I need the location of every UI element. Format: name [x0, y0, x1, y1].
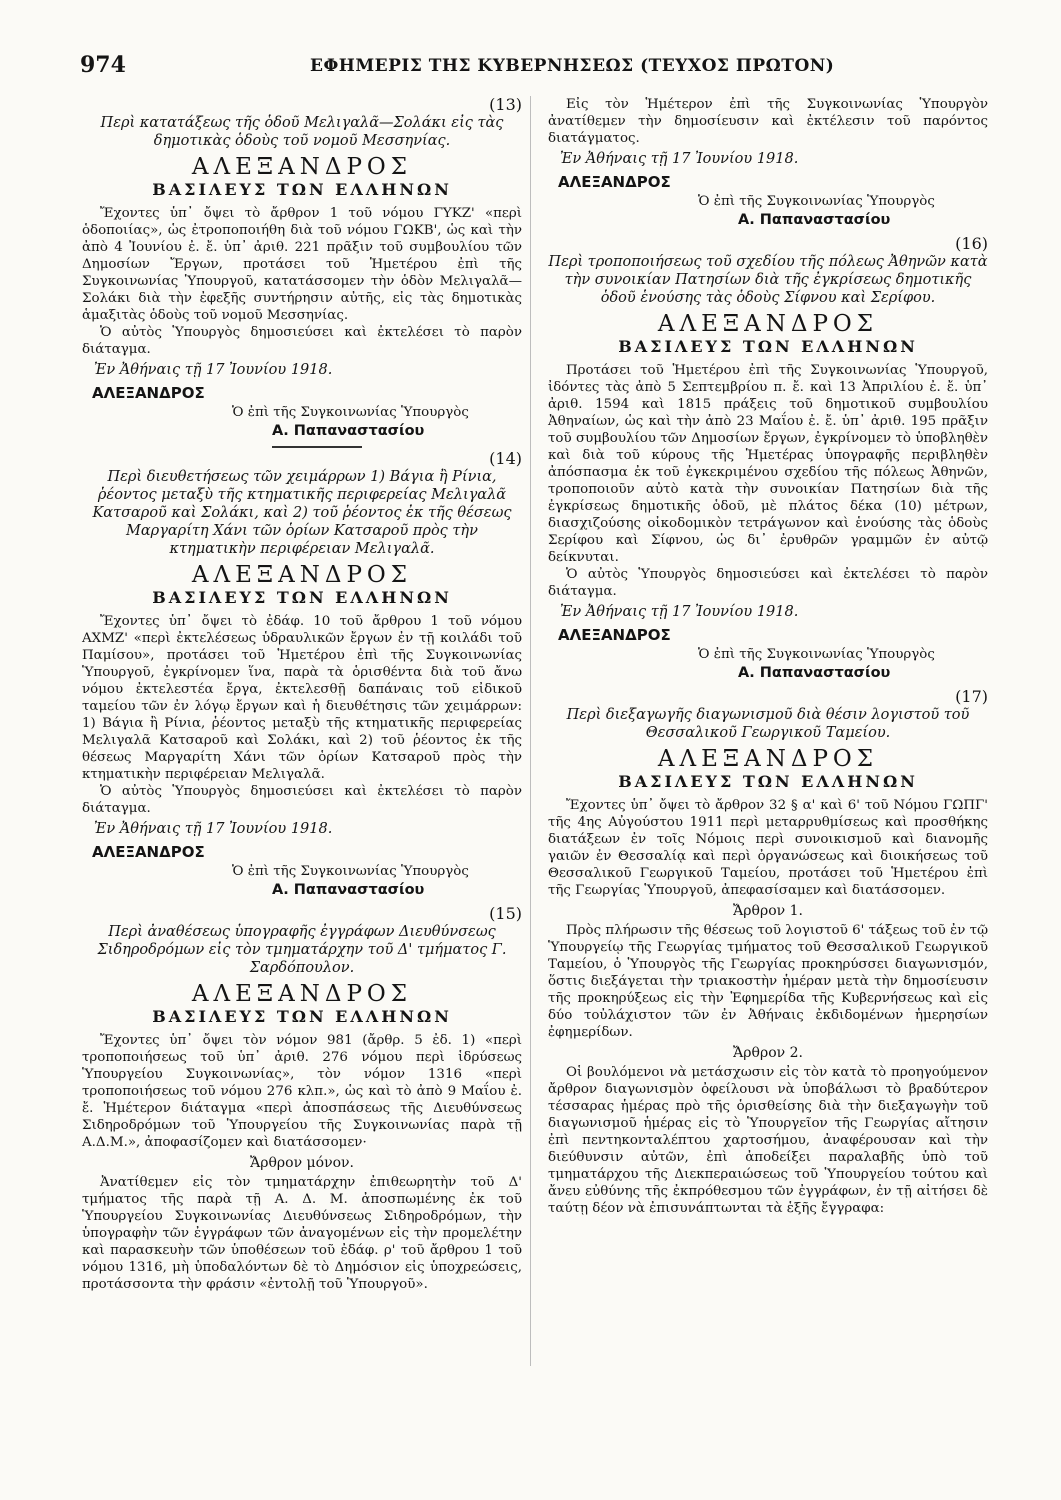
king-title: ΒΑΣΙΛΕΥΣ ΤΩΝ ΕΛΛΗΝΩΝ [618, 337, 918, 356]
king-title: ΒΑΣΙΛΕΥΣ ΤΩΝ ΕΛΛΗΝΩΝ [152, 180, 452, 199]
king-title: ΒΑΣΙΛΕΥΣ ΤΩΝ ΕΛΛΗΝΩΝ [618, 772, 918, 791]
article-paragraph: Πρὸς πλήρωσιν τῆς θέσεως τοῦ λογιστοῦ 6' τάξεως τοῦ ἐν τῷ Ὑπουργείῳ τῆς Γεωργίας τμήματος τοῦ Θεσσαλικοῦ Γεωργικοῦ Ταμείου, ὁ Ὑπουργὸς τῆς Γεωργίας προκηρύσσει διαγωνισμόν, ὅστις διεξάγεται τὴν τριακοστὴν ἡμέραν μετὰ τὴν δημοσίευσιν τῆς προκηρύξεως εἰς τὴν Ἐφημερίδα τῆς Κυβερνήσεως καὶ εἰς δύο τοὐλάχιστον τῶν ἐν Ἀθήναις ἐκδιδομένων ἡμερησίων ἐφημερίδων. [548, 923, 988, 1040]
article-paragraph: Ἀνατίθεμεν εἰς τὸν τμηματάρχην ἐπιθεωρητὴν τοῦ Δ' τμήματος τῆς παρὰ τῇ Α. Δ. Μ. ἀποσπωμένης ἐκ τοῦ Ὑπουργείου Συγκοινωνίας Διευθύνσεως Σιδηροδρόμων, τὴν ὑπογραφὴν τῶν ἐγγράφων τῶν ἀναγομένων εἰς τὴν προμελέτην καὶ παρασκευὴν τῶν ὑποθέσεων τοῦ ἐδάφ. ρ' τοῦ ἄρθρου 1 τοῦ νόμου 1316, μὴ ὑποδαλόντων δὲ τὸ Δημόσιον εἰς ὑποχρεώσεις, προτάσσοντα τὴν φράσιν «ἐντολῇ τοῦ Ὑπουργοῦ». [82, 1175, 522, 1292]
page-header [80, 52, 1010, 82]
decree-paragraph: Ἔχοντες ὑπ᾽ ὄψει τὸ ἐδάφ. 10 τοῦ ἄρθρου 1 τοῦ νόμου ΑΧΜΖ' «περὶ ἐκτελέσεως ὑδραυλικῶν ἔργων ἐν τῇ κοιλάδι τοῦ Παμίσου», προτάσει τοῦ Ἡμετέρου ἐπὶ τῆς Συγκοινωνίας Ὑπουργοῦ, ἐγκρίνομεν ἵνα, παρὰ τὰ ὁρισθέντα διὰ τοῦ ἄνω νόμου ἐκτελεστέα ἔργα, ἐκτελεσθῇ δαπάναις τοῦ εἰδικοῦ ταμείου τῶν ἐν λόγῳ ἔργων καὶ ἡ διευθέτησις τῶν χειμάρρων: 1) Βάγια ἢ Ρίνια, ῥέοντος μεταξὺ τῆς κτηματικῆς περιφερείας Μελιγαλᾶ Κατσαροῦ καὶ Σολάκι, καὶ 2) τοῦ ῥέοντος ἐκ τῆς θέσεως Μαργαρίτη Χάνι τῶν ὁρίων Κατσαροῦ πρὸς τὴν κτηματικὴν περιφέρειαν Μελιγαλᾶ. [82, 614, 522, 782]
decree-15-continued [548, 96, 988, 229]
article-paragraph: Εἰς τὸν Ἡμέτερον ἐπὶ τῆς Συγκοινωνίας Ὑπουργὸν ἀνατίθεμεν τὴν δημοσίευσιν καὶ ἐκτέλεσιν τοῦ παρόντος διατάγματος. [548, 97, 988, 146]
decree-number: (13) [489, 95, 522, 114]
decree-date: Ἐν Ἀθήναις τῇ 17 Ἰουνίου 1918. [94, 821, 333, 837]
page-number: 974 [80, 52, 126, 78]
king-name: ΑΛΕΞΑΝΔΡΟΣ [191, 562, 413, 588]
decree-paragraph: Προτάσει τοῦ Ἡμετέρου ἐπὶ τῆς Συγκοινωνίας Ὑπουργοῦ, ἰδόντες τὰς ἀπὸ 5 Σεπτεμβρίου π. ἔ. καὶ 13 Ἀπριλίου ἐ. ἔ. ὑπ᾽ ἀριθ. 1594 καὶ 1815 πράξεις τοῦ δημοτικοῦ συμβουλίου Ἀθηναίων, ὡς καὶ τὴν ἀπὸ 23 Μαΐου ἐ. ἔ. ὑπ᾽ ἀριθ. 195 πρᾶξιν τοῦ συμβουλίου τῶν Δημοσίων ἔργων, ἐγκρίνομεν τὸ ὑποβληθὲν καὶ διὰ τοῦ κύρους τῆς Ἡμετέρας ὑπογραφῆς περιβληθὲν ἀπόσπασμα ἐκ τοῦ ἐγκεκριμένου σχεδίου τῆς πόλεως Ἀθηνῶν, τροποποιοῦν αὐτὸ κατὰ τὴν συνοικίαν Πατησίων διὰ τῆς ἐγκρίσεως δημοτικῆς ὁδοῦ, μὲ πλάτος δέκα (10) μέτρων, διασχιζούσης οἰκοδομικὸν τετράγωνον καὶ ἑνούσης τὰς ὁδοὺς Σερίφου καὶ Σίφνου, ὡς δι᾽ ἐρυθρῶν γραμμῶν ἐν αὐτῷ δείκνυται. [548, 363, 988, 565]
decree-subject: Περὶ διεξαγωγῆς διαγωνισμοῦ διὰ θέσιν λογιστοῦ τοῦ Θεσσαλικοῦ Γεωργικοῦ Ταμείου. [566, 707, 970, 741]
king-name: ΑΛΕΞΑΝΔΡΟΣ [657, 311, 879, 337]
decree-paragraph: Ἔχοντες ὑπ᾽ ὄψει τὸ ἄρθρον 1 τοῦ νόμου ΓΥΚΖ' «περὶ ὁδοποιίας», ὡς ἐτροποποιήθη διὰ τοῦ νόμου ΓΩΚΒ', ὡς καὶ τὴν ἀπὸ 4 Ἰουνίου ἐ. ἔ. ὑπ᾽ ἀριθ. 221 πρᾶξιν τοῦ συμβουλίου τῶν Δημοσίων Ἔργων, προτάσει τοῦ Ἡμετέρου ἐπὶ τῆς Συγκοινωνίας Ὑπουργοῦ, κατατάσσομεν τὴν ὁδὸν Μελιγαλᾶ—Σολάκι διὰ τὴν ἐφεξῆς συντήρησιν αὐτῆς, εἰς τὰς δημοτικὰς ἁμαξιτὰς ὁδοὺς τοῦ νομοῦ Μεσσηνίας. [82, 206, 522, 323]
minister-name: Α. Παπαναστασίου [738, 212, 891, 228]
decree-number: (15) [489, 904, 522, 923]
article-heading: Ἄρθρον 1. [733, 903, 803, 919]
decree-paragraph: Ὁ αὐτὸς Ὑπουργὸς δημοσιεύσει καὶ ἐκτελέσει τὸ παρὸν διάταγμα. [548, 567, 988, 599]
decree-subject: Περὶ ἀναθέσεως ὑπογραφῆς ἐγγράφων Διευθύνσεως Σιδηροδρόμων εἰς τὸν τμηματάρχην τοῦ Δ' τμήματος Γ. Σαρδόπουλον. [97, 924, 507, 976]
decree-paragraph: Ἔχοντες ὑπ᾽ ὄψει τὸ ἄρθρον 32 § α' καὶ 6' τοῦ Νόμου ΓΩΠΓ' τῆς 4ης Αὐγούστου 1911 περὶ μεταρρυθμίσεως καὶ προσθήκης διατάξεων ἐν τοῖς Νόμοις περὶ συνοικισμοῦ καὶ διανομῆς γαιῶν ἐν Θεσσαλίᾳ καὶ περὶ ὀργανώσεως καὶ διοικήσεως τοῦ Θεσσαλικοῦ Γεωργικοῦ Ταμείου, προτάσει τοῦ Ἡμετέρου ἐπὶ τῆς Γεωργίας Ὑπουργοῦ, ἀπεφασίσαμεν καὶ διατάσσομεν. [548, 798, 988, 898]
minister-role: Ὁ ἐπὶ τῆς Συγκοινωνίας Ὑπουργὸς [698, 194, 935, 209]
decree-16 [548, 235, 988, 682]
minister-role: Ὁ ἐπὶ τῆς Συγκοινωνίας Ὑπουργὸς [232, 405, 469, 420]
decree-17 [548, 688, 988, 1217]
decree-number: (16) [955, 234, 988, 253]
decree-number: (17) [955, 687, 988, 706]
left-column [82, 96, 522, 1293]
decree-paragraph: Ὁ αὐτὸς Ὑπουργὸς δημοσιεύσει καὶ ἐκτελέσει τὸ παρὸν διάταγμα. [82, 325, 522, 357]
decree-number: (14) [489, 449, 522, 468]
decree-13 [82, 96, 522, 448]
decree-date: Ἐν Ἀθήναις τῇ 17 Ἰουνίου 1918. [560, 604, 799, 620]
signature-king: ΑΛΕΞΑΝΔΡΟΣ [92, 384, 205, 402]
decree-15 [82, 905, 522, 1293]
king-title: ΒΑΣΙΛΕΥΣ ΤΩΝ ΕΛΛΗΝΩΝ [152, 588, 452, 607]
king-name: ΑΛΕΞΑΝΔΡΟΣ [657, 746, 879, 772]
signature-king: ΑΛΕΞΑΝΔΡΟΣ [558, 173, 671, 191]
king-name: ΑΛΕΞΑΝΔΡΟΣ [191, 154, 413, 180]
column-divider [530, 96, 531, 1366]
decree-14 [82, 450, 522, 899]
decree-paragraph: Ὁ αὐτὸς Ὑπουργὸς δημοσιεύσει καὶ ἐκτελέσει τὸ παρὸν διάταγμα. [82, 784, 522, 816]
article-heading: Ἄρθρον μόνον. [250, 1155, 354, 1171]
decree-subject: Περὶ διευθετήσεως τῶν χειμάρρων 1) Βάγια ἢ Ρίνια, ῥέοντος μεταξὺ τῆς κτηματικῆς περιφερείας Μελιγαλᾶ Κατσαροῦ καὶ Σολάκι, καὶ 2) τοῦ ῥέοντος ἐκ τῆς θέσεως Μαργαρίτη Χάνι τῶν ὁρίων Κατσαροῦ πρὸς τὴν κτηματικὴν περιφέρειαν Μελιγαλᾶ. [92, 469, 512, 557]
right-column [548, 96, 988, 1217]
minister-name: Α. Παπαναστασίου [738, 665, 891, 681]
decree-paragraph: Ἔχοντες ὑπ᾽ ὄψει τὸν νόμον 981 (ἄρθρ. 5 ἐδ. 1) «περὶ τροποποιήσεως τοῦ ὑπ᾽ ἀριθ. 276 νόμου περὶ ἱδρύσεως Ὑπουργείου Συγκοινωνίας», τὸν νόμον 1316 «περὶ τροποποιήσεως τοῦ νόμου 276 κλπ.», ὡς καὶ τὸ ἀπὸ 9 Μαΐου ἐ. ἔ. Ἡμέτερον διάταγμα «περὶ ἀποσπάσεως τῆς Διευθύνσεως Σιδηροδρόμων τοῦ Ὑπουργείου τῆς Συγκοινωνίας παρὰ τῇ Α.Δ.Μ.», ἀποφασίζομεν καὶ διατάσσομεν· [82, 1033, 522, 1150]
minister-role: Ὁ ἐπὶ τῆς Συγκοινωνίας Ὑπουργὸς [698, 647, 935, 662]
separator-rule [272, 446, 362, 448]
decree-date: Ἐν Ἀθήναις τῇ 17 Ἰουνίου 1918. [560, 151, 799, 167]
decree-subject: Περὶ τροποποιήσεως τοῦ σχεδίου τῆς πόλεως Ἀθηνῶν κατὰ τὴν συνοικίαν Πατησίων διὰ τῆς ἐγκρίσεως δημοτικῆς ὁδοῦ ἑνούσης τὰς ὁδοὺς Σίφνου καὶ Σερίφου. [548, 254, 988, 306]
signature-king: ΑΛΕΞΑΝΔΡΟΣ [558, 626, 671, 644]
signature-king: ΑΛΕΞΑΝΔΡΟΣ [92, 843, 205, 861]
minister-name: Α. Παπαναστασίου [272, 423, 425, 439]
decree-date: Ἐν Ἀθήναις τῇ 17 Ἰουνίου 1918. [94, 362, 333, 378]
king-name: ΑΛΕΞΑΝΔΡΟΣ [191, 981, 413, 1007]
minister-name: Α. Παπαναστασίου [272, 882, 425, 898]
article-heading: Ἄρθρον 2. [733, 1045, 803, 1061]
article-paragraph: Οἱ βουλόμενοι νὰ μετάσχωσιν εἰς τὸν κατὰ τὸ προηγούμενον ἄρθρον διαγωνισμὸν ὀφείλουσι νὰ ὑποβάλωσι τὸ βραδύτερον τέσσαρας ἡμέρας πρὸ τῆς ὁρισθείσης διὰ τὴν διεξαγωγὴν τοῦ διαγωνισμοῦ ἡμέρας εἰς τὸ Ὑπουργεῖον τῆς Γεωργίας αἴτησιν ἐπὶ πεντηκονταλέπτου χαρτοσήμου, ἀναφέρουσαν καὶ τὴν διεύθυνσιν αὐτῶν, ἐπὶ ἀποδείξει παραλαβῆς ὑπὸ τοῦ τμηματάρχου τῆς Διεκπεραιώσεως τοῦ Ὑπουργείου τούτου καὶ ἄνευ εὐθύνης τῆς ἐκπρόθεσμου τῶν ἐγγράφων, ἐν τῇ αἰτήσει δὲ ταύτῃ δέον νὰ ἐπισυνάπτωνται τὰ ἑξῆς ἔγγραφα: [548, 1065, 988, 1216]
minister-role: Ὁ ἐπὶ τῆς Συγκοινωνίας Ὑπουργὸς [232, 864, 469, 879]
decree-subject: Περὶ κατατάξεως τῆς ὁδοῦ Μελιγαλᾶ—Σολάκι εἰς τὰς δημοτικὰς ὁδοὺς τοῦ νομοῦ Μεσσηνίας. [100, 115, 504, 149]
running-title: ΕΦΗΜΕΡΙΣ ΤΗΣ ΚΥΒΕΡΝΗΣΕΩΣ (ΤΕΥΧΟΣ ΠΡΩΤΟΝ) [310, 56, 835, 76]
king-title: ΒΑΣΙΛΕΥΣ ΤΩΝ ΕΛΛΗΝΩΝ [152, 1007, 452, 1026]
